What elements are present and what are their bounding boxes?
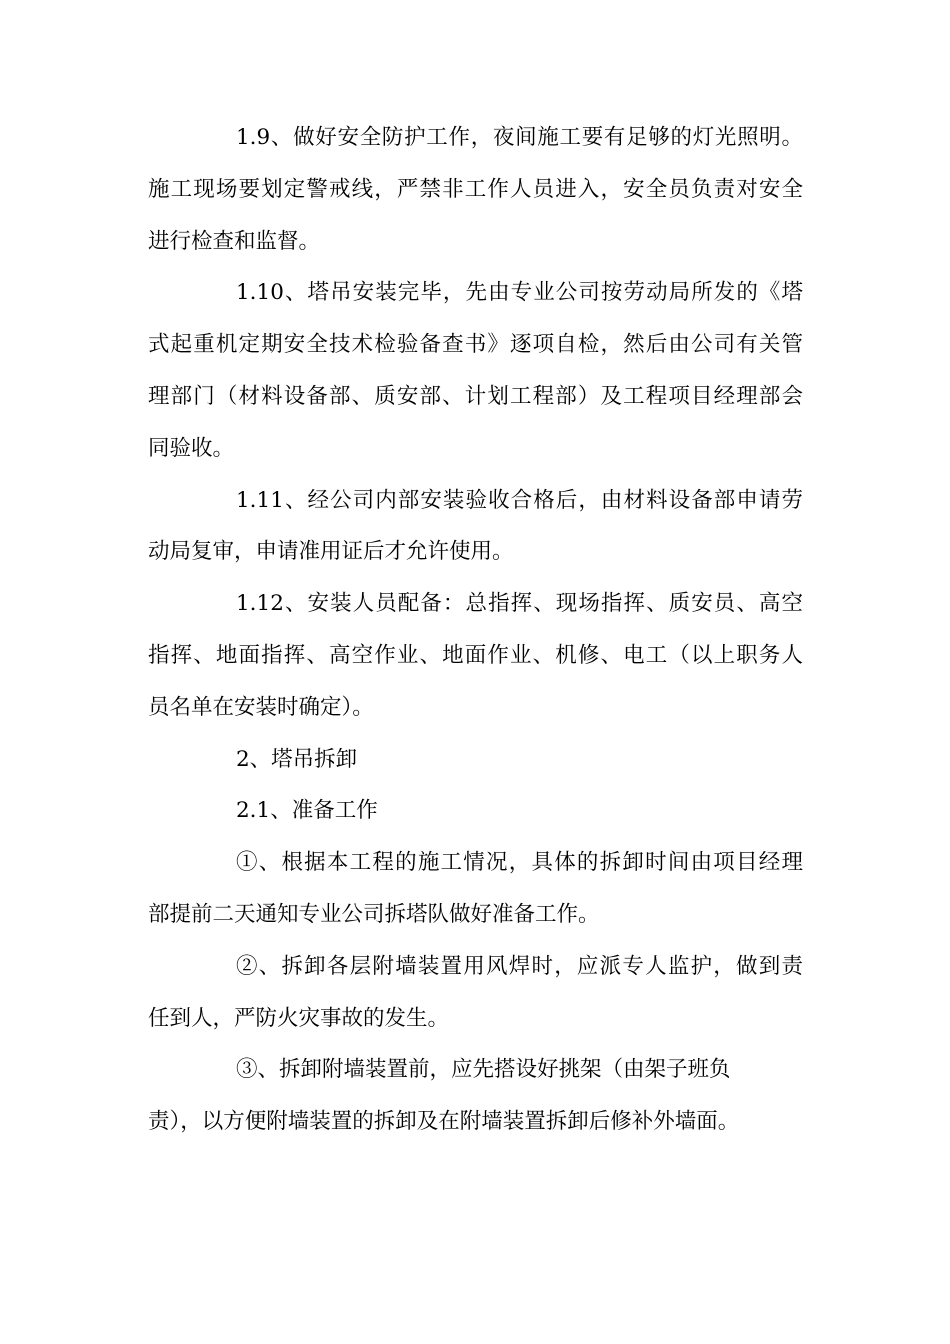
paragraph-1-9-line-3: 进行检查和监督。 bbox=[148, 228, 321, 254]
paragraph-1-12-line-2: 指挥、地面指挥、高空作业、地面作业、机修、电工（以上职务人 bbox=[148, 642, 803, 668]
item-1-line-2: 部提前二天通知专业公司拆塔队做好准备工作。 bbox=[148, 901, 600, 927]
paragraph-1-12-line-3: 员名单在安装时确定）。 bbox=[148, 694, 374, 720]
section-heading-2: 2、塔吊拆卸 bbox=[236, 746, 358, 772]
item-3-line-2: 责），以方便附墙装置的拆卸及在附墙装置拆卸后修补外墙面。 bbox=[148, 1109, 740, 1135]
item-1-line-1: ①、根据本工程的施工情况，具体的拆卸时间由项目经理 bbox=[236, 850, 803, 876]
paragraph-1-11-line-1: 1.11、经公司内部安装验收合格后，由材料设备部申请劳 bbox=[236, 487, 803, 513]
paragraph-1-10-line-2: 式起重机定期安全技术检验备查书》逐项自检，然后由公司有关管 bbox=[148, 332, 803, 358]
paragraph-1-10-line-1: 1.10、塔吊安装完毕，先由专业公司按劳动局所发的《塔 bbox=[236, 280, 803, 306]
paragraph-1-12-line-1: 1.12、安装人员配备：总指挥、现场指挥、质安员、高空 bbox=[236, 591, 803, 617]
paragraph-1-9-line-1: 1.9、做好安全防护工作，夜间施工要有足够的灯光照明。 bbox=[236, 125, 803, 150]
paragraph-1-9-line-2: 施工现场要划定警戒线，严禁非工作人员进入，安全员负责对安全 bbox=[148, 176, 803, 202]
item-2-line-1: ②、拆卸各层附墙装置用风焊时，应派专人监护，做到责 bbox=[236, 953, 803, 979]
paragraph-1-11-line-2: 动局复审，申请准用证后才允许使用。 bbox=[148, 539, 514, 565]
section-heading-2-1: 2.1、准备工作 bbox=[236, 798, 378, 824]
paragraph-1-10-line-4: 同验收。 bbox=[148, 435, 235, 461]
document-body bbox=[148, 112, 803, 1148]
paragraph-1-10-line-3: 理部门（材料设备部、质安部、计划工程部）及工程项目经理部会 bbox=[148, 383, 803, 409]
item-2-line-2: 任到人，严防火灾事故的发生。 bbox=[148, 1005, 450, 1031]
item-3-line-1: ③、拆卸附墙装置前，应先搭设好挑架（由架子班负 bbox=[236, 1057, 731, 1083]
